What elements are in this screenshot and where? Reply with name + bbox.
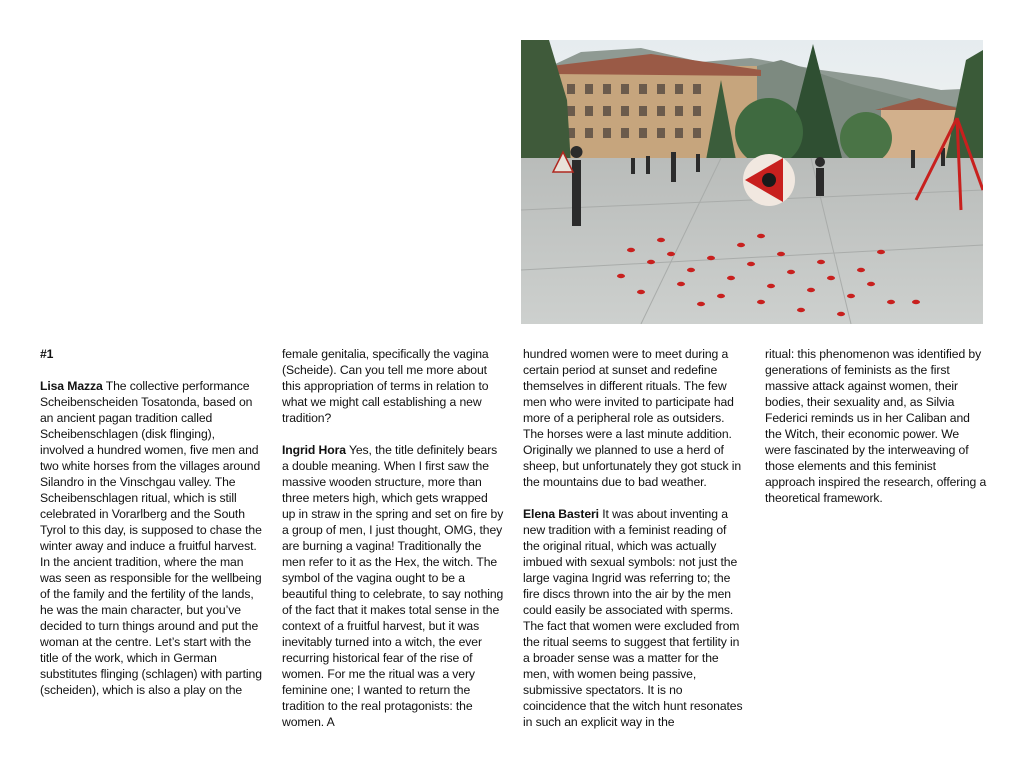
speaker-name: Ingrid Hora	[282, 443, 346, 457]
speaker-name: Lisa Mazza	[40, 379, 103, 393]
paragraph-text: It was about inventing a new tradition with a feminist reading of the original ritual, which was actually imbued with sexual symbols: not just the large vagina Ingrid was referring to; the fire discs thrown into the air by the men could easily be associated with sperms. The fact that women were excluded from the ritual seems to suggest that fertility in a broader sense was a matter for the men, with women being passive, submissive spectators. It is no coincidence that the witch hunt resonates in such an explicit way in the	[523, 507, 743, 729]
paragraph-text: The collective performance Scheibenscheiden Tosatonda, based on an ancient pagan tradition called Scheibenschlagen (disk flinging), involved a hundred women, five men and two white horses from the villages around Silandro in the Vinschgau valley. The Scheibenschlagen ritual, which is still celebrated in Vorarlberg and the South Tyrol to this day, is supposed to chase the winter away and induce a fruitful harvest. In the ancient tradition, where the man was seen as responsible for the wellbeing of the family and the fertility of the lands, he was the main character, but you’ve decided to turn things around and put the woman at the centre. Let’s start with the title of the work, which in German substitutes flinging (schlagen) with parting (scheiden), which is also a play on the	[40, 379, 262, 697]
paragraph-ingrid-hora	[282, 442, 504, 730]
paragraph-text: ritual: this phenomenon was identified by generations of feminists as the first massive attack against women, their bodies, their sexuality and, as Silvia Federici reminds us in her Caliban and the Witch, their economic power. We were fascinated by the interweaving of those elements and this feminist approach inspired the research, offering a theoretical framework.	[765, 347, 987, 505]
paragraph-text: hundred women were to meet during a certain period at sunset and redefine themselves in different rituals. The few men who were invited to participate had more of a peripheral role as outsiders. The horses were a last minute addition. Originally we planned to use a herd of sheep, but unfortunately they got stuck in the mountains due to bad weather.	[523, 347, 742, 489]
speaker-name: Elena Basteri	[523, 507, 599, 521]
text-column-4	[765, 346, 987, 506]
paragraph-elena-basteri	[523, 506, 745, 730]
text-column-1	[40, 346, 262, 698]
text-column-3	[523, 346, 745, 730]
paragraph-text: Yes, the title definitely bears a double meaning. When I first saw the massive wooden structure, more than three meters high, which gets wrapped up in straw in the spring and set on fire by a group of men, I just thought, OMG, they are burning a vagina! Traditionally the men refer to it as the Hex, the witch. The symbol of the vagina ought to be a beautiful thing to celebrate, to say nothing of the fact that it makes total sense in the context of a fruitful harvest, but it was inevitably turned into a witch, the ever recurring historical fear of the rise of women. For me the ritual was a very feminine one; I wanted to return the tradition to the real protagonists: the women. A	[282, 443, 504, 729]
text-column-2	[282, 346, 504, 730]
performance-photo	[521, 40, 983, 324]
section-number: #1	[40, 347, 54, 361]
paragraph-text: female genitalia, specifically the vagina (Scheide). Can you tell me more about this appropriation of terms in relation to what we might call establishing a new tradition?	[282, 347, 489, 425]
paragraph-lisa-mazza	[40, 378, 262, 698]
outdoor-performance-photo	[521, 40, 983, 324]
